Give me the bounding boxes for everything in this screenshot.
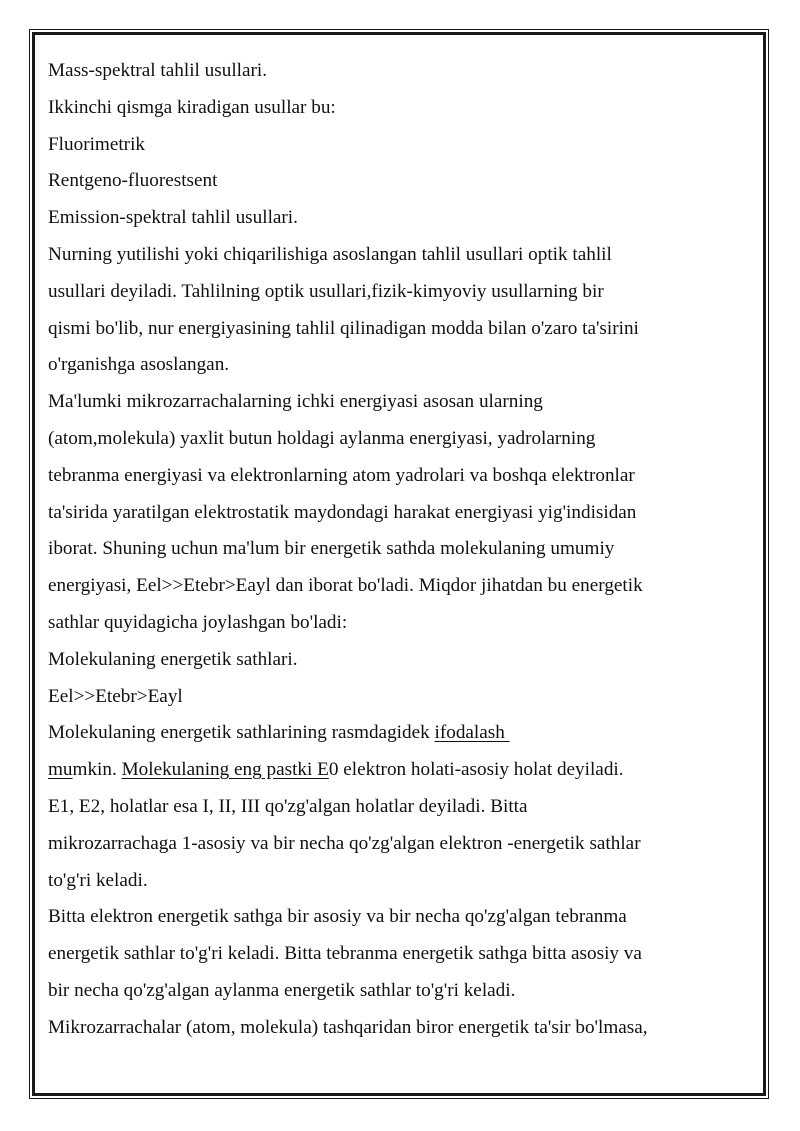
text-line: Eel>>Etebr>Eayl — [48, 685, 183, 707]
text-line: Ikkinchi qismga kiradigan usullar bu: — [48, 96, 336, 118]
text-line: Molekulaning energetik sathlari. — [48, 648, 298, 670]
hyperlink-molekulaning[interactable]: Molekulaning eng pastki E — [121, 759, 329, 781]
text-line: iborat. Shuning uchun ma'lum bir energetik sathda molekulaning umumiy — [48, 538, 615, 560]
hyperlink-ifodalash[interactable]: ifodalash — [434, 722, 510, 744]
text-line: (atom,molekula) yaxlit butun holdagi aylanma energiyasi, yadrolarning — [48, 427, 596, 449]
hyperlink-ifodalash-continued[interactable]: mu — [48, 759, 73, 781]
text-segment: 0 elektron holati-asosiy holat deyiladi. — [328, 759, 624, 781]
text-line: bir necha qo'zg'algan aylanma energetik sathlar to'g'ri keladi. — [48, 979, 516, 1001]
text-line: qismi bo'lib, nur energiyasining tahlil qilinadigan modda bilan o'zaro ta'sirini — [48, 317, 639, 339]
text-line: ta'sirida yaratilgan elektrostatik maydondagi harakat energiyasi yig'indisidan — [48, 501, 637, 523]
text-line: Rentgeno-fluorestsent — [48, 170, 218, 192]
text-line: to'g'ri keladi. — [48, 869, 148, 891]
document-body — [48, 53, 748, 1047]
text-line: o'rganishga asoslangan. — [48, 354, 230, 376]
text-line: Mikrozarrachalar (atom, molekula) tashqaridan biror energetik ta'sir bo'lmasa, — [48, 1016, 648, 1038]
text-line-with-link — [48, 715, 748, 752]
text-line: Emission-spektral tahlil usullari. — [48, 207, 298, 229]
text-segment: mkin. — [72, 759, 122, 781]
text-line: tebranma energiyasi va elektronlarning atom yadrolari va boshqa elektronlar — [48, 464, 635, 486]
text-line: Bitta elektron energetik sathga bir asosiy va bir necha qo'zg'algan tebranma — [48, 906, 627, 928]
text-line-with-link — [48, 752, 748, 789]
text-line: sathlar quyidagicha joylashgan bo'ladi: — [48, 611, 348, 633]
text-line: mikrozarrachaga 1-asosiy va bir necha qo'zg'algan elektron -energetik sathlar — [48, 832, 641, 854]
text-line: energiyasi, Eel>>Etebr>Eayl dan iborat bo'ladi. Miqdor jihatdan bu energetik — [48, 575, 643, 597]
text-line: Mass-spektral tahlil usullari. — [48, 60, 268, 81]
text-line: E1, E2, holatlar esa I, II, III qo'zg'algan holatlar deyiladi. Bitta — [48, 795, 528, 817]
text-line: Ma'lumki mikrozarrachalarning ichki energiyasi asosan ularning — [48, 391, 543, 413]
text-segment: Molekulaning energetik sathlarining rasmdagidek — [48, 722, 435, 744]
text-line: Nurning yutilishi yoki chiqarilishiga asoslangan tahlil usullari optik tahlil — [48, 243, 612, 265]
text-line: Fluorimetrik — [48, 133, 145, 155]
text-line: usullari deyiladi. Tahlilning optik usullari,fizik-kimyoviy usullarning bir — [48, 280, 604, 302]
text-line: energetik sathlar to'g'ri keladi. Bitta tebranma energetik sathga bitta asosiy va — [48, 943, 642, 965]
